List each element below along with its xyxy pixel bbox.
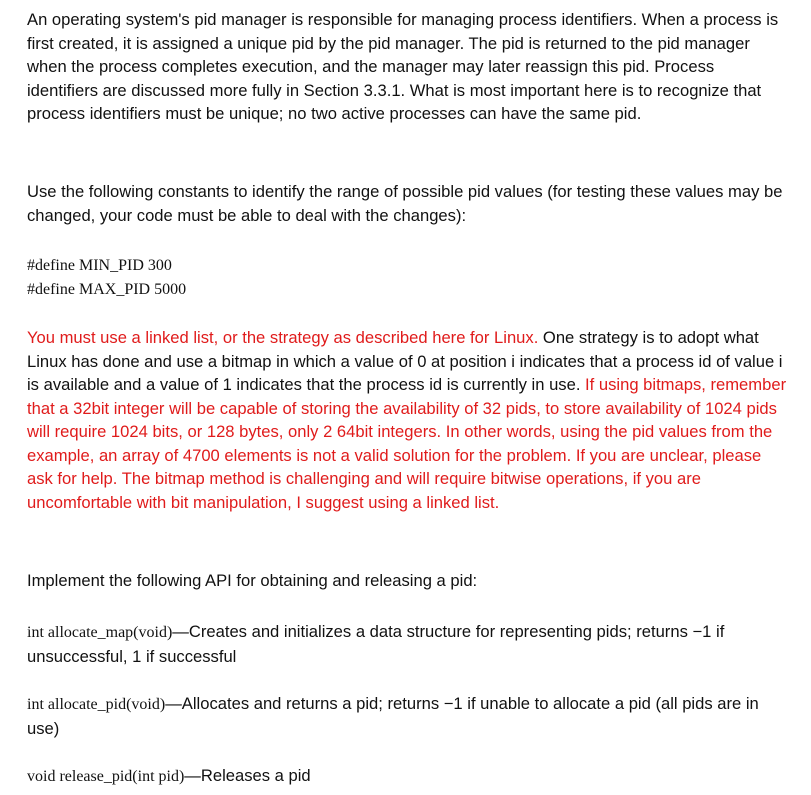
api-description: —Releases a pid — [184, 766, 311, 785]
api-intro: Implement the following API for obtaining and releasing a pid: — [27, 571, 478, 590]
api-signature: int allocate_pid(void) — [27, 696, 166, 713]
strategy-bitmap-description: One strategy is to adopt what Linux has done and use a bitmap in which a value of 0 at position i indicates that a process id of value i is available and a value of 1 indicates that the process id is currently in use. — [27, 328, 783, 394]
api-description: —Allocates and returns a pid; returns −1 if unable to allocate a pid (all pids are in use) — [27, 694, 759, 738]
intro-paragraph: An operating system's pid manager is responsible for managing process identifiers. When a process is first created, it is assigned a unique pid by the pid manager. The pid is returned to the pid manager when the process completes execution, and the manager may later reassign this pid. Process identifiers are discussed more fully in Section 3.3.1. What is most important here is to recognize that process identifiers must be unique; no two active processes can have the same pid. — [27, 10, 779, 123]
api-item-allocate-map — [27, 620, 787, 668]
define-min-pid: #define MIN_PID 300 — [27, 257, 172, 274]
api-signature: void release_pid(int pid) — [27, 768, 185, 785]
api-description: —Creates and initializes a data structure for representing pids; returns −1 if unsuccessful, 1 if successful — [27, 622, 725, 666]
strategy-paragraph — [27, 326, 787, 514]
strategy-requirement: You must use a linked list, or the strategy as described here for Linux. — [27, 328, 539, 347]
api-item-release-pid — [27, 764, 787, 789]
constants-paragraph: Use the following constants to identify the range of possible pid values (for testing these values may be changed, your code must be able to deal with the changes): — [27, 182, 783, 225]
define-max-pid: #define MAX_PID 5000 — [27, 281, 187, 298]
api-signature: int allocate_map(void) — [27, 624, 173, 641]
strategy-bitmap-warning: If using bitmaps, remember that a 32bit integer will be capable of storing the availability of 32 pids, to store availability of 1024 pids will require 1024 bits, or 128 bytes, only 2 64bit integers. In other words, using the pid values from the example, an array of 4700 elements is not a valid solution for the problem. If you are unclear, please ask for help. The bitmap method is challenging and will require bitwise operations, if you are uncomfortable with bit manipulation, I suggest using a linked list. — [27, 375, 787, 512]
api-item-allocate-pid — [27, 692, 787, 740]
